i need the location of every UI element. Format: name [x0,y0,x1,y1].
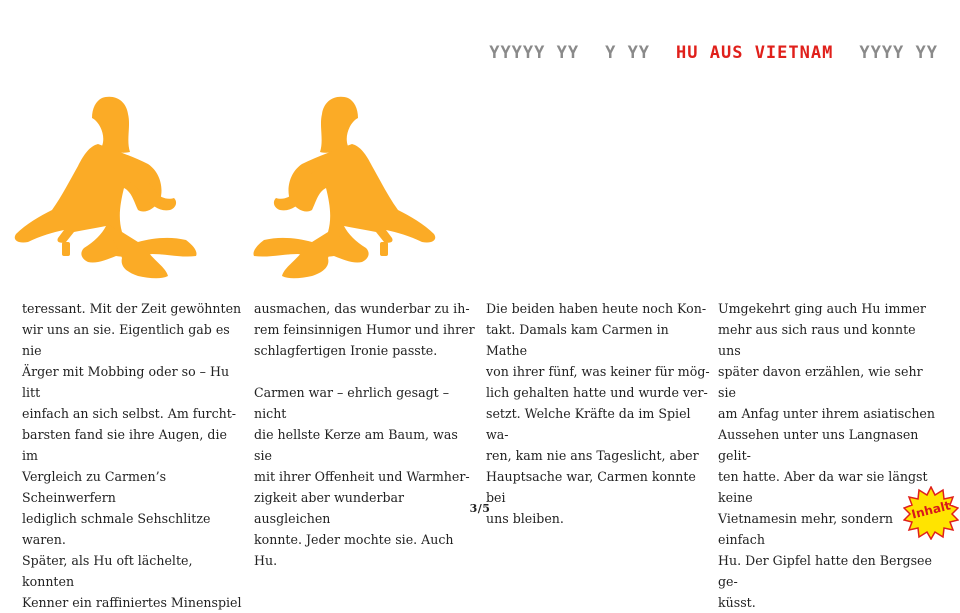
text-column-2: ausmachen, das wunderbar zu ih- rem feinsinnigen Humor und ihrer schlagfertigen Ironie passte. Carmen war – ehrlich gesagt – nicht die hellste Kerze am Baum, was sie mit ihrer Offenheit und Warmher- zigkeit aber wunderbar ausgleichen konnte. Jeder mochte sie. Auch Hu. [254,301,475,568]
text-column-4: Umgekehrt ging auch Hu immer mehr aus sich raus und konnte uns später davon erzählen, wie sehr sie am Anfag unter ihrem asiatischen Aussehen unter uns Langnasen gelit- ten hatte. Aber da war sie längst keine Vietnamesin mehr, sondern einfach Hu. Der Gipfel hatte den Bergsee ge- küsst. [718,301,935,610]
sitting-woman-silhouette-mirrored-icon [240,92,440,282]
nav-item-4[interactable]: YYYY YY [859,43,938,63]
nav-item-2[interactable]: Y YY [605,43,651,63]
page-number: 3/5 [469,502,491,515]
sitting-woman-silhouette-icon [10,92,210,282]
nav-item-hu-aus-vietnam[interactable]: HU AUS VIETNAM [676,43,834,63]
nav-item-1[interactable]: YYYYY YY [489,43,580,63]
top-navigation [463,42,938,64]
inhalt-button[interactable] [903,486,959,540]
text-column-1: teressant. Mit der Zeit gewöhnten wir uns an sie. Eigentlich gab es nie Ärger mit Mobbing oder so – Hu litt einfach an sich selbst. Am furcht- barsten fand sie ihre Augen, die im Vergleich zu Carmen’s Scheinwerfern lediglich schmale Sehschlitze waren. Später, als Hu oft lächelte, konnten Kenner ein raffiniertes Minenspiel [22,301,242,610]
text-column-3: Die beiden haben heute noch Kon- takt. Damals kam Carmen in Mathe von ihrer fünf, was keiner für mög- lich gehalten hatte und wurde ver- setzt. Welche Kräfte da im Spiel wa- ren, kam nie ans Tageslicht, aber Hauptsache war, Carmen konnte bei uns bleiben. [486,301,710,526]
inhalt-label: Inhalt [910,498,952,522]
